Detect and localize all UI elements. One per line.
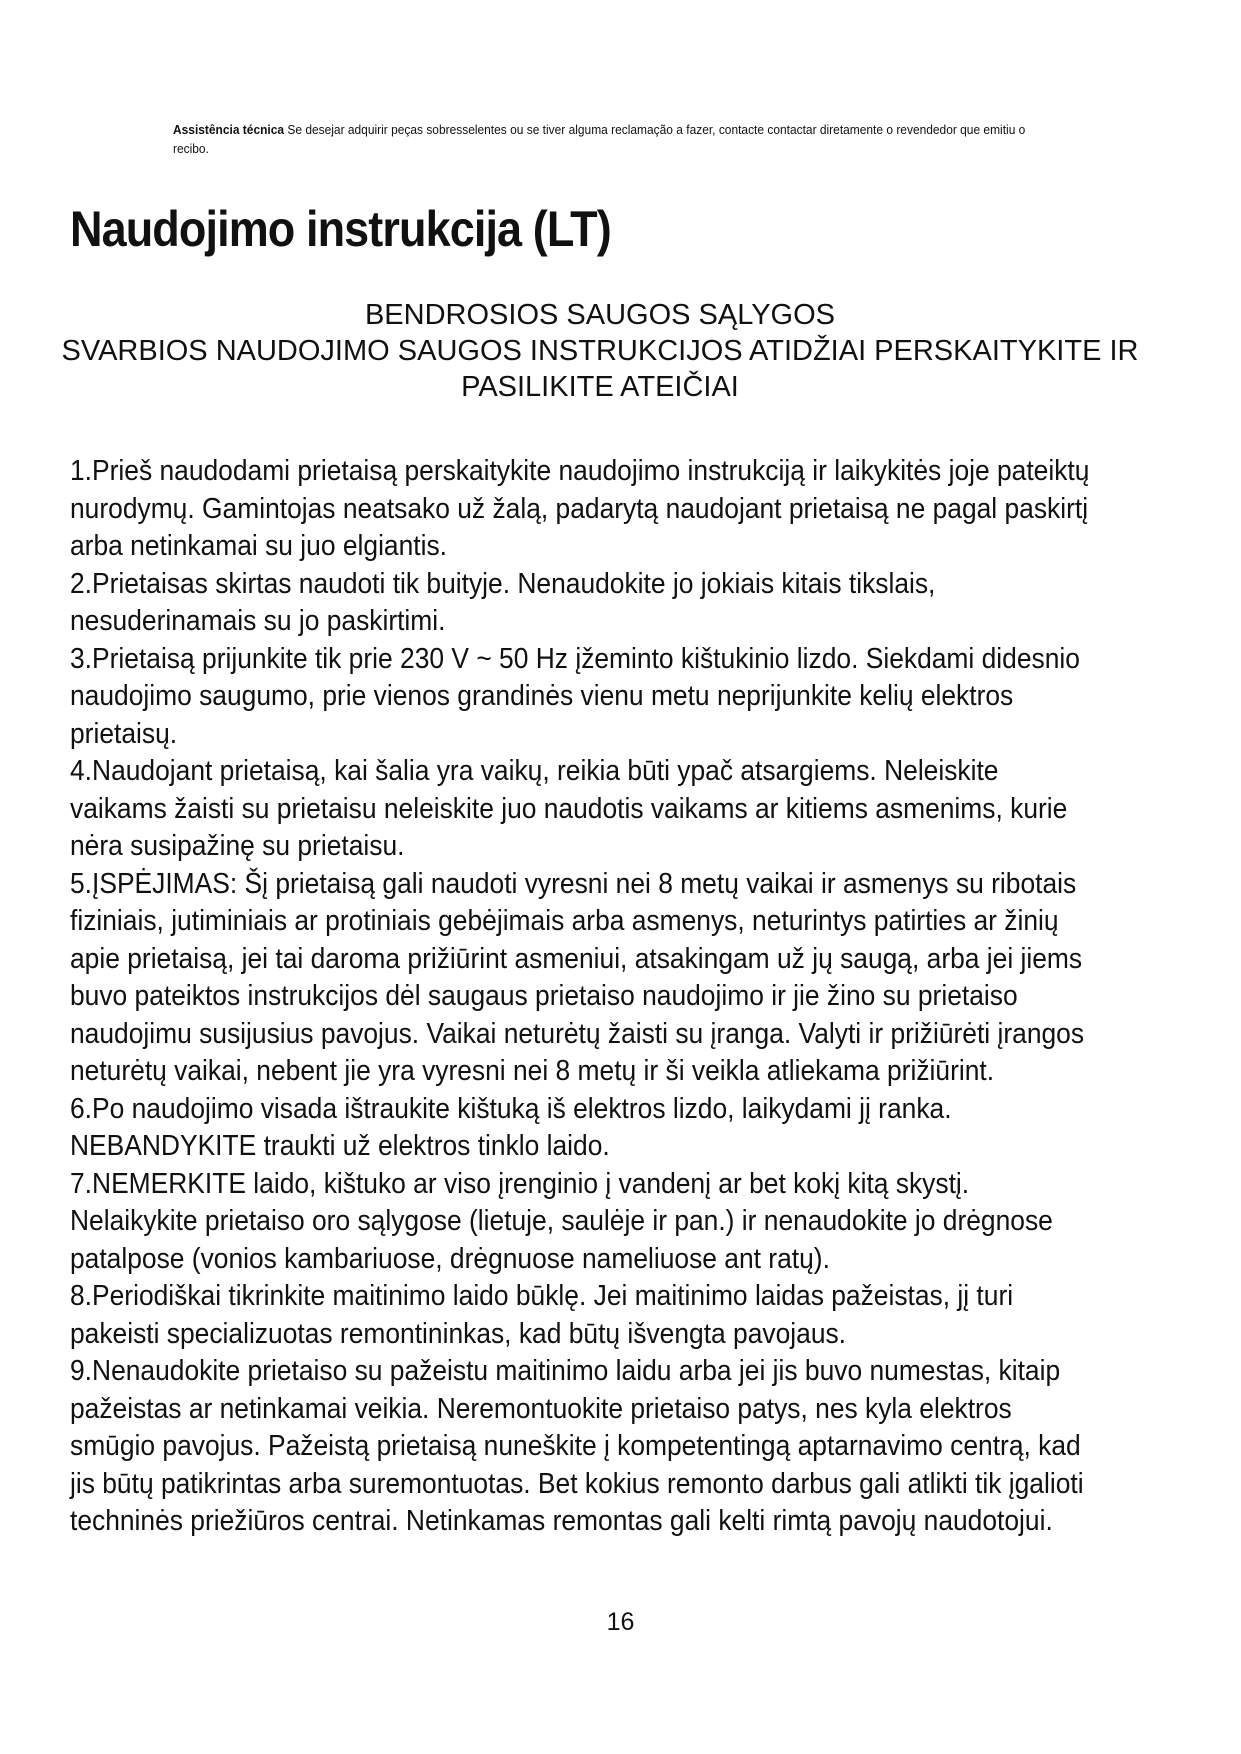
- body-line: arba netinkamai su juo elgiantis.: [70, 530, 448, 562]
- body-line: nėra susipažinę su prietaisu.: [70, 830, 405, 862]
- body-line: pažeistas ar netinkamai veikia. Neremontuokite prietaiso patys, nes kyla elektros: [70, 1392, 1012, 1425]
- body-line: 7.NEMERKITE laido, kištuko ar viso įrenginio į vandenį ar bet kokį kitą skystį.: [70, 1167, 970, 1200]
- page-title: Naudojimo instrukcija (LT): [70, 201, 611, 257]
- note-label: Assistência técnica: [173, 122, 285, 137]
- body-line: 6.Po naudojimo visada ištraukite kištuką iš elektros lizdo, laikydami jį ranka.: [70, 1092, 952, 1125]
- page-number: 16: [606, 1608, 635, 1636]
- body-line: pakeisti specializuotas remontininkas, kad būtų išvengta pavojaus.: [70, 1317, 847, 1350]
- body-line: 9.Nenaudokite prietaiso su pažeistu maitinimo laidu arba jei jis buvo numestas, kitaip: [70, 1355, 1061, 1387]
- body-line: 4.Naudojant prietaisą, kai šalia yra vaikų, reikia būti ypač atsargiems. Neleiskite: [70, 755, 999, 787]
- note-text: Se desejar adquirir peças sobresselentes ou se tiver alguma reclamação a fazer, contacte contactar diretamente o revendedor que emitiu o recibo.: [173, 122, 1026, 156]
- body-line: techninės priežiūros centrai. Netinkamas remontas gali kelti rimtą pavojų naudotojui.: [70, 1505, 1053, 1537]
- body-line: jis būtų patikrintas arba suremontuotas. Bet kokius remonto darbus gali atlikti tik įgalioti: [70, 1467, 1084, 1500]
- body-line: smūgio pavojus. Pažeistą prietaisą nuneškite į kompetentingą aptarnavimo centrą, kad: [70, 1430, 1081, 1462]
- body-line: patalpose (vonios kambariuose, drėgnuose nameliuose ant ratų).: [70, 1242, 830, 1275]
- body-line: vaikams žaisti su prietaisu neleiskite juo naudotis vaikams ar kitiems asmenims, kurie: [70, 792, 1068, 825]
- subtitle-line-1: BENDROSIOS SAUGOS SĄLYGOS: [364, 299, 836, 331]
- body-line: 1.Prieš naudodami prietaisą perskaitykite naudojimo instrukciją ir laikykitės joje pateiktų: [70, 455, 1090, 487]
- body-line: buvo pateiktos instrukcijos dėl saugaus prietaiso naudojimo ir jie žino su prietaiso: [70, 980, 1018, 1012]
- subtitle-line-2: SVARBIOS NAUDOJIMO SAUGOS INSTRUKCIJOS ATIDŽIAI PERSKAITYKITE IR: [61, 335, 1139, 367]
- body-line: neturėtų vaikai, nebent jie yra vyresni nei 8 metų ir ši veikla atliekama prižiūrint.: [70, 1055, 995, 1087]
- body-line: naudojimu susijusius pavojus. Vaikai neturėtų žaisti su įranga. Valyti ir prižiūrėti įrangos: [70, 1017, 1085, 1050]
- body-line: nurodymų. Gamintojas neatsako už žalą, padarytą naudojant prietaisą ne pagal paskirtį: [70, 492, 1089, 525]
- body-line: 8.Periodiškai tikrinkite maitinimo laido būklę. Jei maitinimo laidas pažeistas, jį turi: [70, 1280, 1014, 1312]
- body-line: prietaisų.: [70, 717, 178, 750]
- body-line: NEBANDYKITE traukti už elektros tinklo laido.: [70, 1130, 610, 1162]
- body-line: 3.Prietaisą prijunkite tik prie 230 V ~ 50 Hz įžeminto kištukinio lizdo. Siekdami didesnio: [70, 642, 1080, 675]
- body-line: nesuderinamais su jo paskirtimi.: [70, 605, 446, 637]
- body-line: fiziniais, jutiminiais ar protiniais gebėjimais arba asmenys, neturintys patirties ar žinių: [70, 905, 1059, 937]
- subtitle-line-3: PASILIKITE ATEIČIAI: [461, 371, 739, 403]
- body-line: naudojimo saugumo, prie vienos grandinės vienu metu neprijunkite kelių elektros: [70, 680, 1014, 712]
- body-line: apie prietaisą, jei tai daroma prižiūrint asmeniui, atsakingam už jų saugą, arba jei jiems: [70, 942, 1083, 975]
- body-line: Nelaikykite prietaiso oro sąlygose (lietuje, saulėje ir pan.) ir nenaudokite jo drėgnose: [70, 1205, 1053, 1237]
- body-line: 2.Prietaisas skirtas naudoti tik buityje. Nenaudokite jo jokiais kitais tikslais,: [70, 567, 936, 600]
- technical-assistance-note: [173, 120, 1038, 158]
- body-line: 5.ĮSPĖJIMAS: Šį prietaisą gali naudoti vyresni nei 8 metų vaikai ir asmenys su ribotais: [70, 867, 1077, 900]
- safety-subtitle: [60, 297, 1140, 405]
- instructions-body: [70, 453, 1171, 1541]
